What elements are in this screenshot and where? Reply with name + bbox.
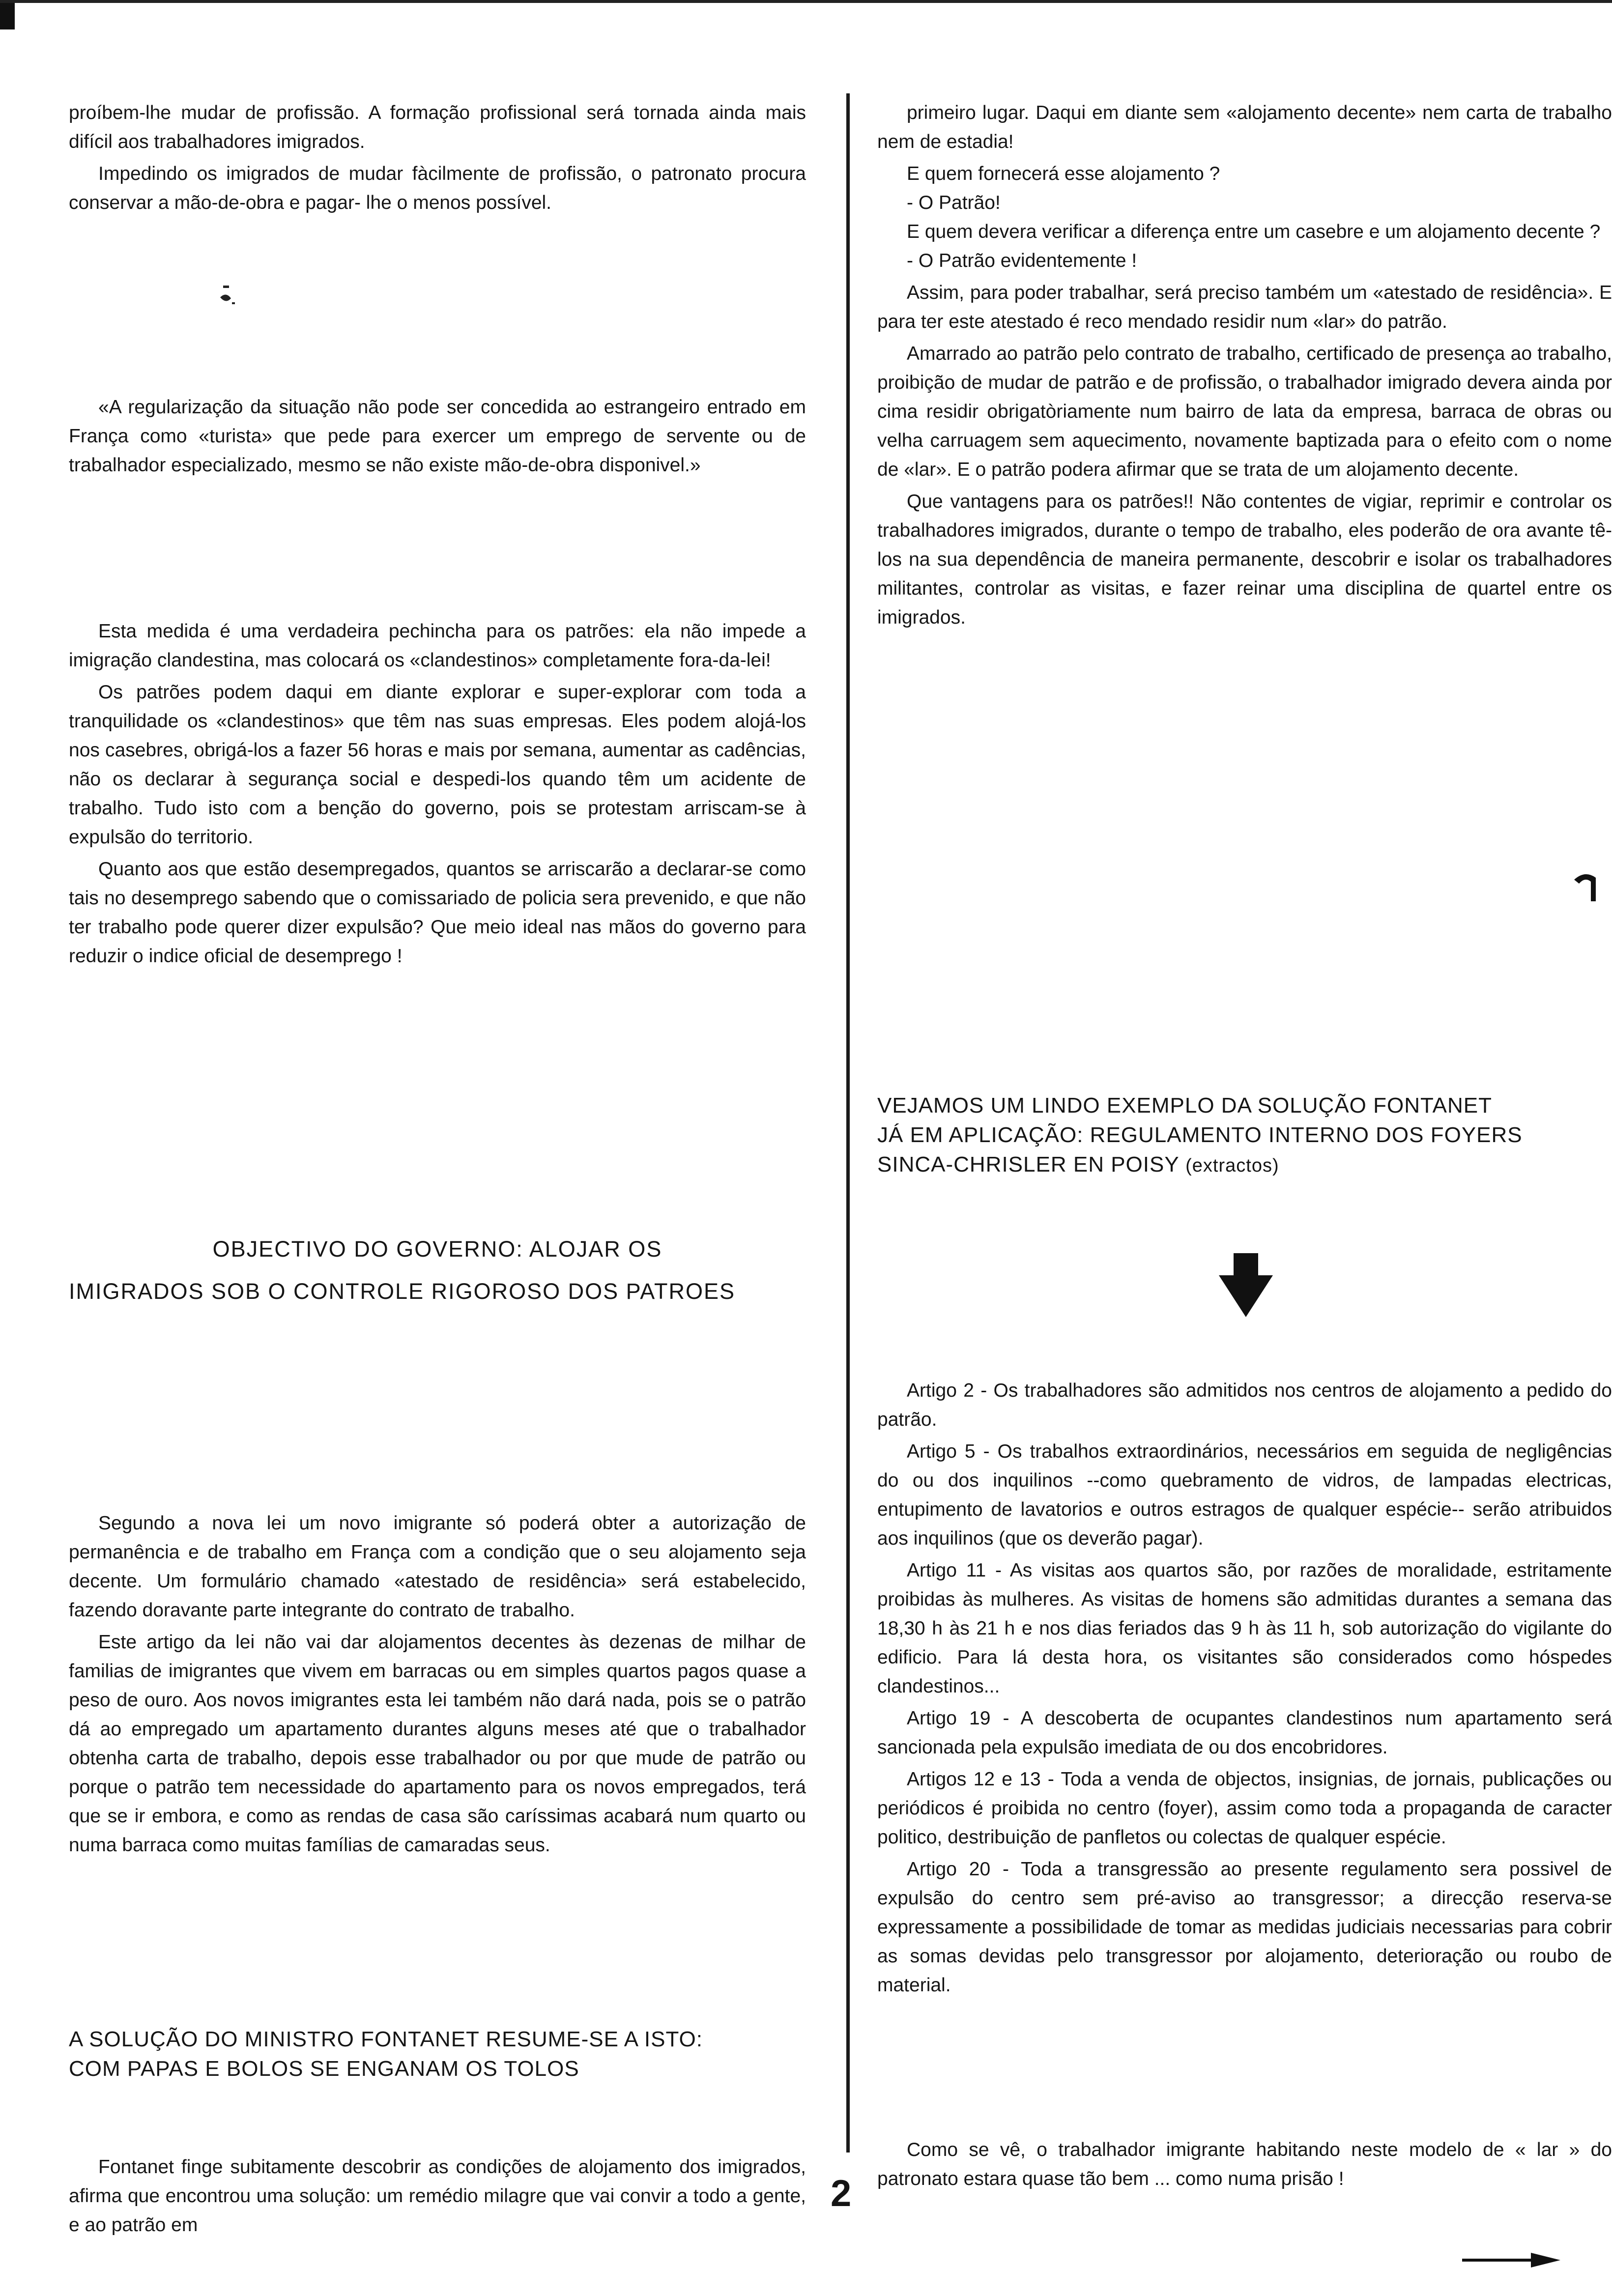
quote-block	[69, 373, 806, 499]
section2-body	[69, 2152, 806, 2242]
scan-corner-mark	[0, 0, 15, 29]
intro-paragraph: proíbem-lhe mudar de profissão. A formação profissional será tornada ainda mais difícil aos trabalhadores imigrados.	[69, 102, 806, 152]
example-heading	[877, 1091, 1612, 1180]
example-heading-line: JÁ EM APLICAÇÃO: REGULAMENTO INTERNO DOS FOYERS	[877, 1123, 1523, 1147]
article-item: Artigo 11 - As visitas aos quartos são, por razões de moralidade, estritamente proibidas às mulheres. As visitas de homens são admitidas durantes a semana das 18,30 h às 21 h e nos dias feriados das 9 h às 11 h, sob autorização do vigilante do edificio. Para lá desta hora, os visitantes são considerados como hóspedes clandestinos...	[877, 1560, 1612, 1697]
measure-paragraph: Esta medida é uma verdadeira pechincha para os patrões: ela não impede a imigração clandestina, mas colocará os «clandestinos» completamente fora-da-lei!	[69, 621, 806, 671]
qa-line: E quem devera verificar a diferença entre um casebre e um alojamento decente ?	[907, 221, 1601, 242]
articles-block	[877, 1376, 1612, 2003]
article-item: Artigo 5 - Os trabalhos extraordinários, necessários em seguida de negligências do ou dos inquilinos --como quebramento de vidros, de lampadas electricas, entupimento de lavatorios e outros estragos de qualquer espécie-- serão atribuidos aos inquilinos (que os deverão pagar).	[877, 1441, 1612, 1549]
body-paragraph: Que vantagens para os patrões!! Não contentes de vigiar, reprimir e controlar os trabalhadores imigrados, durante o tempo de trabalho, eles poderão de ora avante tê-los na sua dependência de maneira permanente, descobrir e isolar os trabalhadores militantes, controlar as visitas, e fazer reinar uma disciplina de quartel entre os imigrados.	[877, 491, 1612, 628]
conclusion-block	[877, 2135, 1612, 2196]
continuation-block	[877, 98, 1612, 632]
law-quote: «A regularização da situação não pode ser concedida ao estrangeiro entrado em França como «turista» que pede para exercer um emprego de servente ou de trabalhador especializado, mesmo se não existe mão-de-obra disponivel.»	[69, 397, 806, 476]
article-item: Artigo 20 - Toda a transgressão ao presente regulamento sera possivel de expulsão do centro sem pré-aviso ao transgressor; a direcção reserva-se expressamente a possibilidade de tomar as medidas judiciais necessarias para cobrir as somas devidas pelo transgressor por alojamento, deterioração ou roubo de material.	[877, 1859, 1612, 1996]
conclusion-paragraph: Como se vê, o trabalhador imigrante habitando neste modelo de « lar » do patronato estara quase tão bem ... como numa prisão !	[877, 2139, 1612, 2189]
section2-paragraph: Fontanet finge subitamente descobrir as condições de alojamento dos imigrados, afirma que encontrou uma solução: um remédio milagre que vai convir a todo a gente, e ao patrão em	[69, 2156, 806, 2236]
right-column	[877, 98, 1612, 2189]
arrow-down-icon	[1219, 1253, 1273, 1317]
section2-heading-line: A SOLUÇÃO DO MINISTRO FONTANET RESUME-SE A ISTO:	[69, 2027, 703, 2051]
article-item: Artigo 2 - Os trabalhadores são admitidos nos centros de alojamento a pedido do patrão.	[877, 1380, 1612, 1430]
section1-body	[69, 1509, 806, 1863]
body-paragraph: Assim, para poder trabalhar, será preciso também um «atestado de residência». E para ter este atestado é reco mendado residir num «lar» do patrão.	[877, 282, 1612, 332]
measure-paragraph: Quanto aos que estão desempregados, quantos se arriscarão a declarar-se como tais no desemprego sabendo que o comissariado de policia sera prevenido, e que não ter trabalho pode querer dizer expulsão? Que meio ideal nas mãos do governo para reduzir o indice oficial de desemprego !	[69, 859, 806, 967]
section1-paragraph: Segundo a nova lei um novo imigrante só poderá obter a autorização de permanência e de trabalho em França com a condição que o seu alojamento seja decente. Um formulário chamado «atestado de residência» será estabelecido, fazendo doravante parte integrante do contrato de trabalho.	[69, 1513, 806, 1621]
example-heading-line: SINCA-CHRISLER EN POISY (extractos)	[877, 1152, 1279, 1177]
body-paragraph: Amarrado ao patrão pelo contrato de trabalho, certificado de presença ao trabalho, proibição de mudar de patrão e de profissão, o trabalhador imigrado devera ainda por cima residir obrigatòriamente num bairro de lata da empresa, barraca de obras ou velha carruagem sem aquecimento, novamente baptizada para o efeito com o nome de «lar». E o patrão podera afirmar que se trata de um alojamento decente.	[877, 343, 1612, 480]
measure-block	[69, 617, 806, 974]
qa-line: - O Patrão!	[907, 192, 1001, 213]
qa-line: E quem fornecerá esse alojamento ?	[907, 163, 1220, 184]
section2-heading	[69, 2025, 806, 2084]
example-heading-line: VEJAMOS UM LINDO EXEMPLO DA SOLUÇÃO FONTANET	[877, 1093, 1492, 1118]
section1-heading	[69, 1234, 806, 1307]
section2-heading-line: COM PAPAS E BOLOS SE ENGANAM OS TOLOS	[69, 2057, 579, 2081]
intro-paragraph: Impedindo os imigrados de mudar fàcilmente de profissão, o patronato procura conservar a mão-de-obra e pagar- lhe o menos possível.	[69, 163, 806, 213]
measure-paragraph: Os patrões podem daqui em diante explorar e super-explorar com toda a tranquilidade os «clandestinos» que têm nas suas empresas. Eles podem alojá-los nos casebres, obrigá-los a fazer 56 horas e mais por semana, aumentar as cadências, não os declarar à segurança social e despedi-los quando têm um acidente de trabalho. Tudo isto com a benção do governo, pois se protestam arriscam-se à expulsão do territorio.	[69, 682, 806, 848]
continuation-paragraph: primeiro lugar. Daqui em diante sem «alojamento decente» nem carta de trabalho nem de estadia!	[877, 102, 1612, 152]
page-number: 2	[831, 2173, 852, 2214]
ornament-icon	[211, 283, 241, 312]
ornament-icon	[1570, 870, 1605, 904]
section1-heading-line: IMIGRADOS SOB O CONTROLE RIGOROSO DOS PATROES	[69, 1279, 735, 1304]
left-column	[69, 98, 806, 2236]
section1-heading-line: OBJECTIVO DO GOVERNO: ALOJAR OS	[212, 1236, 662, 1262]
intro-block	[69, 98, 806, 217]
article-item: Artigo 19 - A descoberta de ocupantes clandestinos num apartamento será sancionada pela expulsão imediata de ou dos encobridores.	[877, 1708, 1612, 1758]
qa-line: - O Patrão evidentemente !	[907, 250, 1137, 271]
arrow-right-icon	[1462, 2251, 1560, 2270]
section1-paragraph: Este artigo da lei não vai dar alojamentos decentes às dezenas de milhar de familias de imigrantes que vivem em barracas ou em simples quartos pagos quase a peso de ouro. Aos novos imigrantes esta lei também não dará nada, pois se o patrão dá ao empregado um apartamento durantes alguns meses até que o trabalhador obtenha carta de trabalho, depois esse trabalhador ou por que mude de patrão ou porque o patrão tem necessidade do apartamento para os novos empregados, terá que se ir embora, e como as rendas de casa são caríssimas acabará num quarto ou numa barraca como muitas famílias de camaradas seus.	[69, 1632, 806, 1856]
scan-top-edge	[0, 0, 1612, 3]
article-item: Artigos 12 e 13 - Toda a venda de objectos, insignias, de jornais, publicações ou periódicos é proibida no centro (foyer), assim como toda a propaganda de caracter politico, destribuição de panfletos ou colectas de qualquer espécie.	[877, 1769, 1612, 1848]
column-divider	[846, 93, 850, 2152]
